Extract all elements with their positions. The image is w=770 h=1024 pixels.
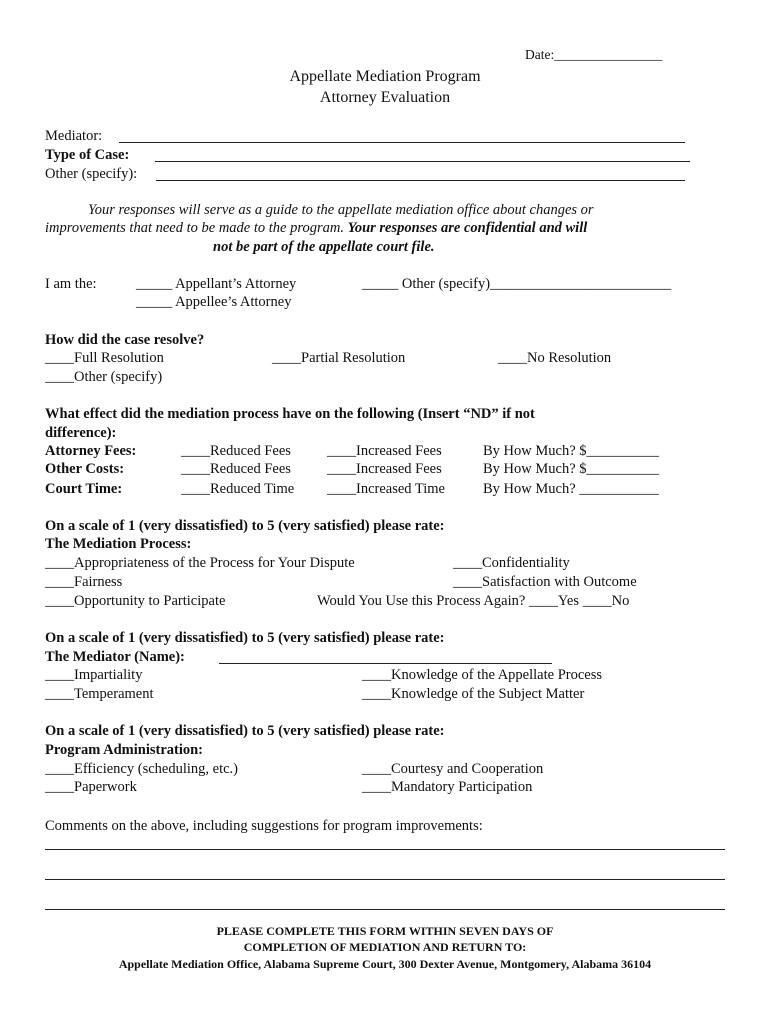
mediator-label: Mediator:	[45, 128, 103, 144]
admin-scale-heading: On a scale of 1 (very dissatisfied) to 5 (very satisfied) please rate:	[45, 723, 445, 739]
mediator-name-line[interactable]	[219, 663, 552, 664]
process-confidentiality-option[interactable]: ____Confidentiality	[453, 555, 570, 571]
footer-address: Appellate Mediation Office, Alabama Supreme Court, 300 Dexter Avenue, Montgomery, Alabama 36104	[118, 957, 652, 971]
admin-paperwork-option[interactable]: ____Paperwork	[45, 779, 137, 795]
effect-amount-field[interactable]: By How Much? $__________	[483, 461, 660, 477]
resolve-partial-option[interactable]: ____Partial Resolution	[272, 350, 406, 366]
mediator-impartiality-option[interactable]: ____Impartiality	[45, 667, 143, 683]
process-satisfaction-option[interactable]: ____Satisfaction with Outcome	[453, 574, 637, 590]
effect-reduced-option[interactable]: ____Reduced Fees	[181, 461, 291, 477]
process-scale-heading: On a scale of 1 (very dissatisfied) to 5 (very satisfied) please rate:	[45, 518, 445, 534]
intro-line-1: Your responses will serve as a guide to the appellate mediation office about changes or	[88, 202, 594, 218]
comments-line-1[interactable]	[45, 849, 725, 850]
mediator-temperament-option[interactable]: ____Temperament	[45, 686, 154, 702]
role-appellant-option[interactable]: _____ Appellant’s Attorney	[136, 276, 297, 292]
role-other-option[interactable]: _____ Other (specify)_________________________	[362, 276, 672, 292]
comments-line-3[interactable]	[45, 909, 725, 910]
process-appropriateness-option[interactable]: ____Appropriateness of the Process for Your Dispute	[45, 555, 355, 571]
effect-reduced-option[interactable]: ____Reduced Fees	[181, 443, 291, 459]
form-subtitle: Attorney Evaluation	[319, 89, 451, 106]
effect-heading: What effect did the mediation process have on the following (Insert “ND” if not	[45, 406, 535, 422]
process-opportunity-option[interactable]: ____Opportunity to Participate	[45, 593, 226, 609]
effect-row-label: Attorney Fees:	[45, 443, 137, 459]
type-of-case-label: Type of Case:	[45, 147, 130, 163]
type-of-case-line[interactable]	[155, 161, 690, 162]
process-fairness-option[interactable]: ____Fairness	[45, 574, 123, 590]
process-heading: The Mediation Process:	[45, 536, 192, 552]
effect-increased-option[interactable]: ____Increased Time	[327, 481, 445, 497]
effect-heading-cont: difference):	[45, 425, 117, 441]
date-field[interactable]: Date:________________	[525, 47, 663, 62]
footer-instruction-1: PLEASE COMPLETE THIS FORM WITHIN SEVEN DAYS OF	[216, 924, 554, 938]
process-use-again-option[interactable]: Would You Use this Process Again? ____Yes ____No	[317, 593, 630, 609]
footer-instruction-2: COMPLETION OF MEDIATION AND RETURN TO:	[243, 940, 527, 954]
effect-increased-option[interactable]: ____Increased Fees	[327, 461, 442, 477]
effect-increased-option[interactable]: ____Increased Fees	[327, 443, 442, 459]
effect-amount-field[interactable]: By How Much? ___________	[483, 481, 660, 497]
other-specify-line[interactable]	[156, 180, 685, 181]
comments-label: Comments on the above, including suggestions for program improvements:	[45, 818, 483, 834]
mediator-knowledge-process-option[interactable]: ____Knowledge of the Appellate Process	[362, 667, 603, 683]
resolve-full-option[interactable]: ____Full Resolution	[45, 350, 164, 366]
resolve-none-option[interactable]: ____No Resolution	[498, 350, 612, 366]
role-label: I am the:	[45, 276, 97, 292]
intro-line-2: improvements that need to be made to the program.	[45, 220, 344, 236]
mediator-line[interactable]	[119, 142, 685, 143]
resolve-other-option[interactable]: ____Other (specify)	[45, 369, 163, 385]
form-title: Appellate Mediation Program	[289, 68, 481, 85]
effect-row-label: Other Costs:	[45, 461, 125, 477]
effect-reduced-option[interactable]: ____Reduced Time	[181, 481, 295, 497]
role-appellee-option[interactable]: _____ Appellee’s Attorney	[136, 294, 292, 310]
admin-courtesy-option[interactable]: ____Courtesy and Cooperation	[362, 761, 544, 777]
comments-line-2[interactable]	[45, 879, 725, 880]
admin-efficiency-option[interactable]: ____Efficiency (scheduling, etc.)	[45, 761, 238, 777]
admin-mandatory-option[interactable]: ____Mandatory Participation	[362, 779, 533, 795]
mediator-scale-heading: On a scale of 1 (very dissatisfied) to 5 (very satisfied) please rate:	[45, 630, 445, 646]
admin-heading: Program Administration:	[45, 742, 204, 758]
effect-row-label: Court Time:	[45, 481, 123, 497]
intro-confidential: Your responses are confidential and will	[347, 220, 588, 236]
mediator-name-label: The Mediator (Name):	[45, 649, 185, 665]
intro-line-3: not be part of the appellate court file.	[213, 239, 435, 255]
other-specify-label: Other (specify):	[45, 166, 138, 182]
mediator-knowledge-subject-option[interactable]: ____Knowledge of the Subject Matter	[362, 686, 585, 702]
effect-amount-field[interactable]: By How Much? $__________	[483, 443, 660, 459]
resolve-heading: How did the case resolve?	[45, 332, 205, 348]
